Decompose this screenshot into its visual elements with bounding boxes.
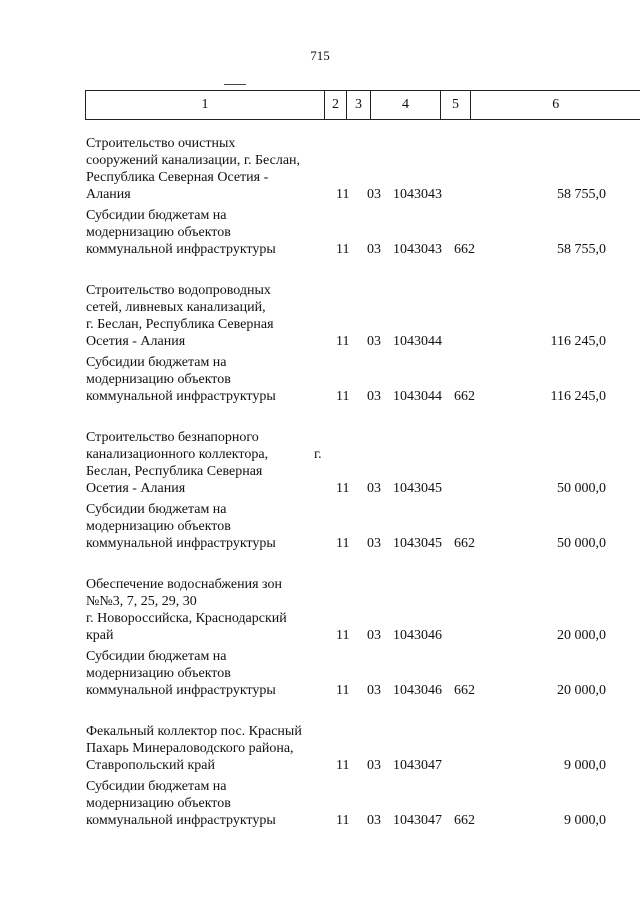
row-target-item: 1043044: [393, 334, 442, 349]
header-col-5: 5: [441, 91, 471, 120]
row-name: [86, 501, 324, 552]
row-amount: 20 000,0: [557, 628, 606, 643]
row-section: 11: [336, 242, 350, 257]
row-name-line: модернизацию объектов: [86, 372, 231, 387]
row-name-line: Алания: [86, 187, 131, 202]
row-name-line: Осетия - Алания: [86, 481, 186, 496]
row-name-line: Строительство очистных: [86, 136, 236, 151]
row-section: 11: [336, 334, 350, 349]
page-number: 715: [310, 48, 330, 63]
row-amount: 9 000,0: [564, 758, 606, 773]
budget-item-row: [86, 723, 606, 774]
header-col-4: 4: [371, 91, 441, 120]
row-name-line: Субсидии бюджетам на: [86, 779, 227, 794]
row-name: [86, 723, 324, 774]
row-name-line: модернизацию объектов: [86, 519, 231, 534]
row-subsection: 03: [367, 628, 381, 643]
row-section: 11: [336, 758, 350, 773]
row-subsection: 03: [367, 813, 381, 828]
budget-item-row: [86, 135, 606, 203]
row-name: [86, 354, 324, 405]
budget-item-row: [86, 576, 606, 644]
top-rule: [224, 84, 246, 85]
row-name: [86, 207, 324, 258]
row-subsection: 03: [367, 334, 381, 349]
row-name: [86, 135, 324, 203]
header-col-1: 1: [86, 91, 325, 120]
row-name-line: коммунальной инфраструктуры: [86, 242, 276, 257]
header-col-6: 6: [471, 91, 640, 120]
row-section: 11: [336, 536, 350, 551]
row-amount: 116 245,0: [550, 334, 606, 349]
budget-rows: [86, 130, 606, 829]
column-header-table: [85, 90, 640, 120]
header-col-2: 2: [325, 91, 347, 120]
column-header-row: [86, 91, 640, 120]
row-name-line: модернизацию объектов: [86, 796, 231, 811]
row-name-line: коммунальной инфраструктуры: [86, 683, 276, 698]
row-name-line: Субсидии бюджетам на: [86, 208, 227, 223]
row-section: 11: [336, 813, 350, 828]
row-name-line: Обеспечение водоснабжения зон: [86, 577, 282, 592]
row-name-line: Ставропольский край: [86, 758, 215, 773]
row-section: 11: [336, 683, 350, 698]
budget-item-row: [86, 282, 606, 350]
row-target-item: 1043043: [393, 187, 442, 202]
row-name: [86, 778, 324, 829]
row-expense-type: 662: [454, 536, 475, 551]
row-name-line: сетей, ливневых канализаций,: [86, 300, 266, 315]
row-name: [86, 576, 324, 644]
row-name-line: №№3, 7, 25, 29, 30: [86, 594, 197, 609]
row-section: 11: [336, 481, 350, 496]
row-amount: 116 245,0: [550, 389, 606, 404]
row-target-item: 1043045: [393, 536, 442, 551]
row-subsection: 03: [367, 683, 381, 698]
row-amount: 20 000,0: [557, 683, 606, 698]
row-amount: 50 000,0: [557, 481, 606, 496]
row-target-item: 1043044: [393, 389, 442, 404]
row-name-line: Строительство водопроводных: [86, 283, 271, 298]
row-amount: 58 755,0: [557, 242, 606, 257]
row-name: [86, 648, 324, 699]
row-name-line: Строительство безнапорного: [86, 430, 259, 445]
row-name-line: Республика Северная Осетия -: [86, 170, 269, 185]
row-subsection: 03: [367, 242, 381, 257]
row-subsection: 03: [367, 389, 381, 404]
row-subsection: 03: [367, 187, 381, 202]
row-subsection: 03: [367, 481, 381, 496]
row-target-item: 1043046: [393, 683, 442, 698]
subsidy-row: [86, 501, 606, 552]
row-target-item: 1043046: [393, 628, 442, 643]
row-target-item: 1043045: [393, 481, 442, 496]
row-section: 11: [336, 628, 350, 643]
row-name-line: коммунальной инфраструктуры: [86, 813, 276, 828]
subsidy-row: [86, 354, 606, 405]
row-name-line: Осетия - Алания: [86, 334, 186, 349]
row-name-line: модернизацию объектов: [86, 225, 231, 240]
row-section: 11: [336, 389, 350, 404]
row-expense-type: 662: [454, 242, 475, 257]
row-amount: 58 755,0: [557, 187, 606, 202]
row-target-item: 1043047: [393, 813, 442, 828]
row-subsection: 03: [367, 758, 381, 773]
row-amount: 50 000,0: [557, 536, 606, 551]
row-name-line: Пахарь Минераловодского района,: [86, 741, 294, 756]
row-expense-type: 662: [454, 683, 475, 698]
subsidy-row: [86, 207, 606, 258]
budget-item-row: [86, 429, 606, 497]
header-col-3: 3: [347, 91, 371, 120]
row-section: 11: [336, 187, 350, 202]
subsidy-row: [86, 648, 606, 699]
row-name-line: г. Новороссийска, Краснодарский: [86, 611, 287, 626]
row-name-line: модернизацию объектов: [86, 666, 231, 681]
row-name-line: Беслан, Республика Северная: [86, 464, 263, 479]
row-name-line: г. Беслан, Республика Северная: [86, 317, 274, 332]
row-expense-type: 662: [454, 389, 475, 404]
row-name: [86, 429, 324, 497]
row-expense-type: 662: [454, 813, 475, 828]
row-amount: 9 000,0: [564, 813, 606, 828]
row-name-line: Субсидии бюджетам на: [86, 355, 227, 370]
row-name-line: коммунальной инфраструктуры: [86, 536, 276, 551]
row-target-item: 1043043: [393, 242, 442, 257]
subsidy-row: [86, 778, 606, 829]
row-name-line: канализационного коллектора, г.: [86, 447, 322, 462]
row-subsection: 03: [367, 536, 381, 551]
row-name-line: Субсидии бюджетам на: [86, 502, 227, 517]
row-name: [86, 282, 324, 350]
row-name-line: Субсидии бюджетам на: [86, 649, 227, 664]
row-target-item: 1043047: [393, 758, 442, 773]
row-name-line: край: [86, 628, 114, 643]
row-name-line: сооружений канализации, г. Беслан,: [86, 153, 301, 168]
row-name-line: Фекальный коллектор пос. Красный: [86, 724, 302, 739]
row-name-line: коммунальной инфраструктуры: [86, 389, 276, 404]
